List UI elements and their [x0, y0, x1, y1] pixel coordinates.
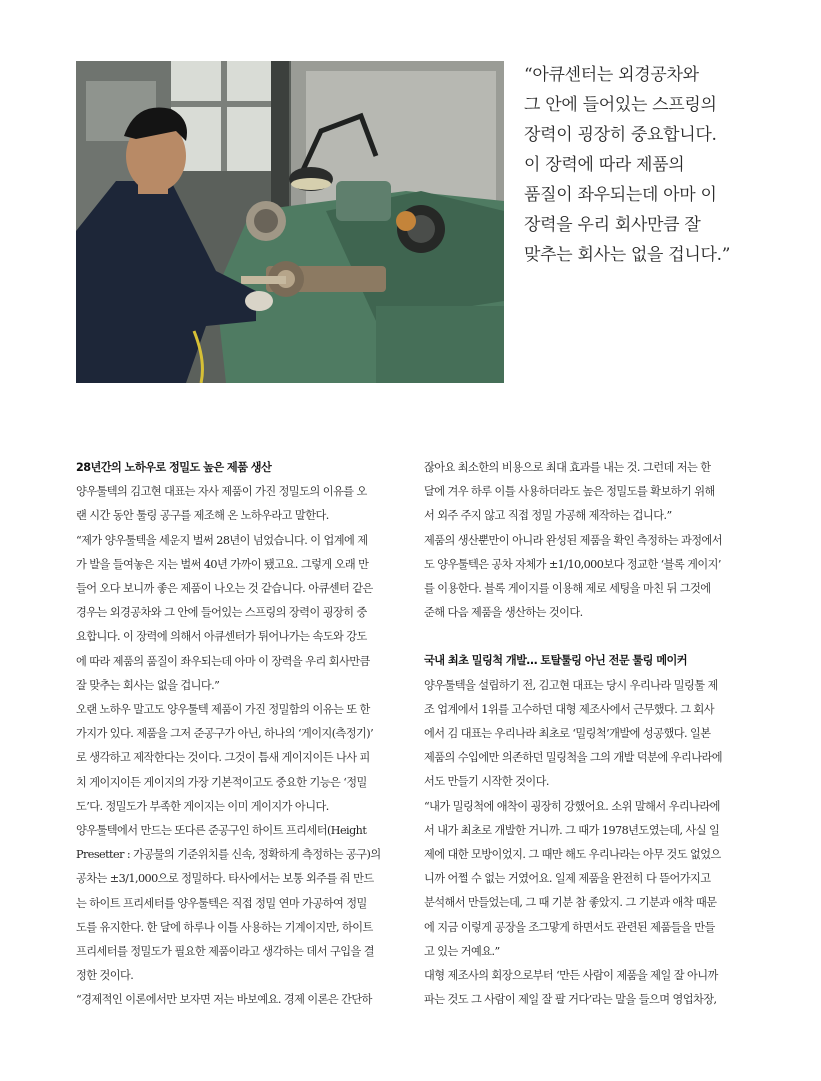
paragraph-spacer	[424, 625, 742, 649]
body-line: 서도 만들기 시작한 것이다.	[424, 775, 549, 789]
body-line: 양우툴텍을 설립하기 전, 김고현 대표는 당시 우리나라 밀링툴 제	[424, 678, 718, 692]
body-line: 오랜 노하우 말고도 양우툴텍 제품이 가진 정밀함의 이유는 또 한	[76, 703, 370, 717]
pull-quote-line: “아큐센터는 외경공차와	[524, 65, 699, 85]
body-line: 준해 다음 제품을 생산하는 것이다.	[424, 606, 583, 620]
body-line: “경제적인 이론에서만 보자면 저는 바보예요. 경제 이론은 간단하	[76, 993, 372, 1007]
body-line: 치 게이지이든 게이지의 가장 기본적이고도 중요한 기능은 ‘정밀	[76, 775, 367, 789]
pull-quote-line: 맞추는 회사는 없을 겁니다.”	[524, 245, 731, 265]
body-line: 로 생각하고 제작한다는 것이다. 그것이 틈새 게이지이든 나사 피	[76, 751, 370, 765]
body-line: “내가 밀링척에 애착이 굉장히 강했어요. 소위 말해서 우리나라에	[424, 799, 720, 813]
machinist-at-lathe-photo	[76, 61, 504, 383]
body-line: 파는 것도 그 사람이 제일 잘 팔 거다’라는 말을 들으며 영업차장,	[424, 993, 717, 1007]
body-line: 는 하이트 프리세터를 양우툴텍은 직접 정밀 연마 가공하여 정밀	[76, 896, 367, 910]
right-column	[424, 456, 742, 1012]
body-line: 잖아요 최소한의 비용으로 최대 효과를 내는 것. 그런데 저는 한	[424, 461, 711, 474]
body-line: 경우는 외경공차와 그 안에 들어있는 스프링의 장력이 굉장히 중	[76, 606, 367, 620]
body-line: 분석해서 만들었는데, 그 때 기분 참 좋았지. 그 기분과 애착 때문	[424, 896, 717, 910]
pull-quote-line: 그 안에 들어있는 스프링의	[524, 95, 717, 115]
body-line: 서 내가 최초로 개발한 거니까. 그 때가 1978년도였는데, 사실 일	[424, 823, 720, 837]
body-line: 에서 김 대표는 우리나라 최초로 ‘밀링척’개발에 성공했다. 일본	[424, 727, 711, 741]
body-line: 를 이용한다. 블록 게이지를 이용해 제로 세팅을 마친 뒤 그것에	[424, 582, 711, 596]
pull-quote-line: 품질이 좌우되는데 아마 이	[524, 185, 717, 205]
body-line: 대형 제조사의 회장으로부터 ‘만든 사람이 제품을 제일 잘 아니까	[424, 969, 718, 983]
body-line: 달에 겨우 하루 이틀 사용하더라도 높은 정밀도를 확보하기 위해	[424, 485, 715, 499]
body-line: 조 업계에서 1위를 고수하던 대형 제조사에서 근무했다. 그 회사	[424, 702, 715, 716]
pull-quote	[524, 60, 804, 270]
body-line: 고 있는 거예요.”	[424, 944, 500, 958]
body-line: 요합니다. 이 장력에 의해서 아큐센터가 튀어나가는 속도와 강도	[76, 630, 367, 644]
body-line: 도’다. 정밀도가 부족한 게이지는 이미 게이지가 아니다.	[76, 799, 329, 813]
left-column	[76, 456, 394, 1013]
body-line: 제품의 생산뿐만이 아니라 완성된 제품을 확인 측정하는 과정에서	[424, 533, 722, 547]
body-line: “제가 양우툴텍을 세운지 벌써 28년이 넘었습니다. 이 업계에 제	[76, 533, 368, 547]
section-heading: 국내 최초 밀링척 개발… 토탈툴링 아닌 전문 툴링 메이커	[424, 654, 688, 668]
body-line: 니까 어쩔 수 없는 거였어요. 일제 제품을 완전히 다 뜯어가지고	[424, 872, 711, 886]
body-line: 제에 대한 모방이었지. 그 때만 해도 우리나라는 아무 것도 없었으	[424, 848, 721, 862]
body-line: 랜 시간 동안 툴링 공구를 제조해 온 노하우라고 말한다.	[76, 509, 329, 523]
pull-quote-line: 이 장력에 따라 제품의	[524, 155, 685, 175]
pull-quote-line: 장력이 굉장히 중요합니다.	[524, 125, 717, 145]
body-line: 들어 오다 보니까 좋은 제품이 나오는 것 같습니다. 아큐센터 같은	[76, 582, 373, 596]
body-line: 에 지금 이렇게 공장을 조그맣게 하면서도 관련된 제품들을 만들	[424, 920, 715, 934]
body-line: 프리세터를 정밀도가 필요한 제품이라고 생각하는 데서 구입을 결	[76, 945, 374, 959]
section-heading: 28년간의 노하우로 정밀도 높은 제품 생산	[76, 461, 272, 474]
body-line: 에 따라 제품의 품질이 좌우되는데 아마 이 장력을 우리 회사만큼	[76, 654, 370, 668]
body-line: 정한 것이다.	[76, 969, 134, 983]
pull-quote-line: 장력을 우리 회사만큼 잘	[524, 215, 701, 235]
body-line: 제품의 수입에만 의존하던 밀링척을 그의 개발 덕분에 우리나라에	[424, 751, 722, 765]
body-line: 서 외주 주지 않고 직접 정밀 가공해 제작하는 겁니다.”	[424, 509, 672, 523]
body-line: 양우툴텍에서 만드는 또다른 준공구인 하이트 프리세터(Height	[76, 824, 367, 838]
body-line: 가지가 있다. 제품을 그저 준공구가 아닌, 하나의 ‘게이지(측정기)’	[76, 727, 374, 741]
body-line: 양우툴텍의 김고현 대표는 자사 제품이 가진 정밀도의 이유를 오	[76, 485, 367, 499]
body-line: 잘 맞추는 회사는 없을 겁니다.”	[76, 678, 220, 692]
body-line: 도를 유지한다. 한 달에 하루나 이틀 사용하는 기계이지만, 하이트	[76, 920, 373, 934]
body-line: Presetter : 가공물의 기준위치를 신속, 정확하게 측정하는 공구)의	[76, 848, 381, 862]
body-line: 공차는 ±3/1,000으로 정밀하다. 타사에서는 보통 외주를 줘 만드	[76, 872, 374, 886]
body-line: 도 양우툴텍은 공차 자체가 ±1/10,000보다 정교한 ‘블록 게이지’	[424, 557, 721, 571]
body-line: 가 발을 들여놓은 지는 벌써 40년 가까이 됐고요. 그렇게 오래 만	[76, 557, 369, 571]
